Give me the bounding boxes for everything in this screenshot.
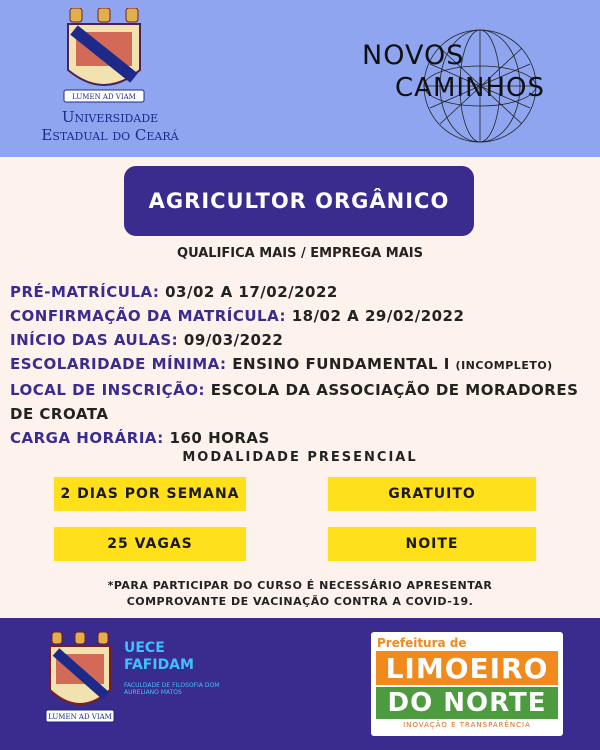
detail-value: ESCOLA DA ASSOCIAÇÃO DE MORADORES: [210, 381, 579, 399]
fafidam-name: [124, 640, 194, 674]
course-title: AGRICULTOR ORGÂNICO: [124, 166, 474, 236]
brand-line2: CAMINHOS: [395, 73, 546, 103]
fafidam-coat-of-arms-logo: [44, 630, 116, 734]
detail-confirmacao: [10, 304, 598, 328]
pref-top-text: Prefeitura de: [377, 636, 467, 650]
detail-note: (INCOMPLETO): [455, 359, 553, 372]
detail-value: 09/03/2022: [183, 331, 284, 349]
fafidam-label: FAFIDAM: [124, 657, 194, 673]
tag-gratuito: GRATUITO: [328, 477, 536, 511]
detail-label: LOCAL DE INSCRIÇÃO:: [10, 381, 206, 399]
brand-line1: NOVOS: [362, 40, 465, 71]
uece-coat-of-arms-logo: [58, 8, 150, 108]
detail-value: ENSINO FUNDAMENTAL I: [232, 355, 450, 373]
detail-pre-matricula: [10, 280, 598, 304]
detail-value: 160 HORAS: [169, 429, 270, 447]
pref-city-line1: LIMOEIRO: [376, 651, 558, 685]
detail-label: ESCOLARIDADE MÍNIMA:: [10, 355, 227, 373]
tag-dias: 2 DIAS POR SEMANA: [54, 477, 246, 511]
vaccination-note: [0, 578, 600, 610]
detail-inicio: [10, 328, 598, 352]
detail-label: CONFIRMAÇÃO DA MATRÍCULA:: [10, 307, 286, 325]
detail-local: [10, 378, 598, 402]
prefeitura-logo: [371, 632, 563, 736]
footer-logo-motto: LUMEN AD VIAM: [48, 713, 112, 721]
pref-city-line2: DO NORTE: [376, 687, 558, 719]
detail-label: INÍCIO DAS AULAS:: [10, 331, 179, 349]
detail-local-cont: DE CROATA: [10, 405, 109, 423]
detail-value: 18/02 A 29/02/2022: [291, 307, 465, 325]
detail-label: CARGA HORÁRIA:: [10, 429, 164, 447]
detail-carga: [10, 426, 598, 450]
uece-label: UECE: [124, 640, 165, 656]
modalidade-heading: MODALIDADE PRESENCIAL: [182, 450, 418, 465]
fafidam-subtitle: FACULDADE DE FILOSOFIA DOM AURELIANO MATOS: [124, 682, 220, 696]
detail-value: 03/02 A 17/02/2022: [165, 283, 338, 301]
university-name-line1: Universidade: [61, 108, 159, 126]
course-subtitle: QUALIFICA MAIS / EMPREGA MAIS: [177, 246, 423, 261]
pref-tagline: INOVAÇÃO E TRANSPARÊNCIA: [403, 721, 531, 729]
logo-motto: LUMEN AD VIAM: [72, 93, 136, 101]
course-details: [10, 280, 598, 450]
detail-label: PRÉ-MATRÍCULA:: [10, 283, 160, 301]
university-name-line2: Estadual do Ceará: [41, 126, 179, 144]
detail-escolaridade: [10, 352, 598, 378]
tag-turno: NOITE: [328, 527, 536, 561]
tag-vagas: 25 VAGAS: [54, 527, 246, 561]
note-line1: *PARA PARTICIPAR DO CURSO É NECESSÁRIO APRESENTAR: [107, 579, 493, 592]
university-name: [20, 108, 200, 144]
note-line2: COMPROVANTE DE VACINAÇÃO CONTRA A COVID-19.: [126, 595, 474, 608]
